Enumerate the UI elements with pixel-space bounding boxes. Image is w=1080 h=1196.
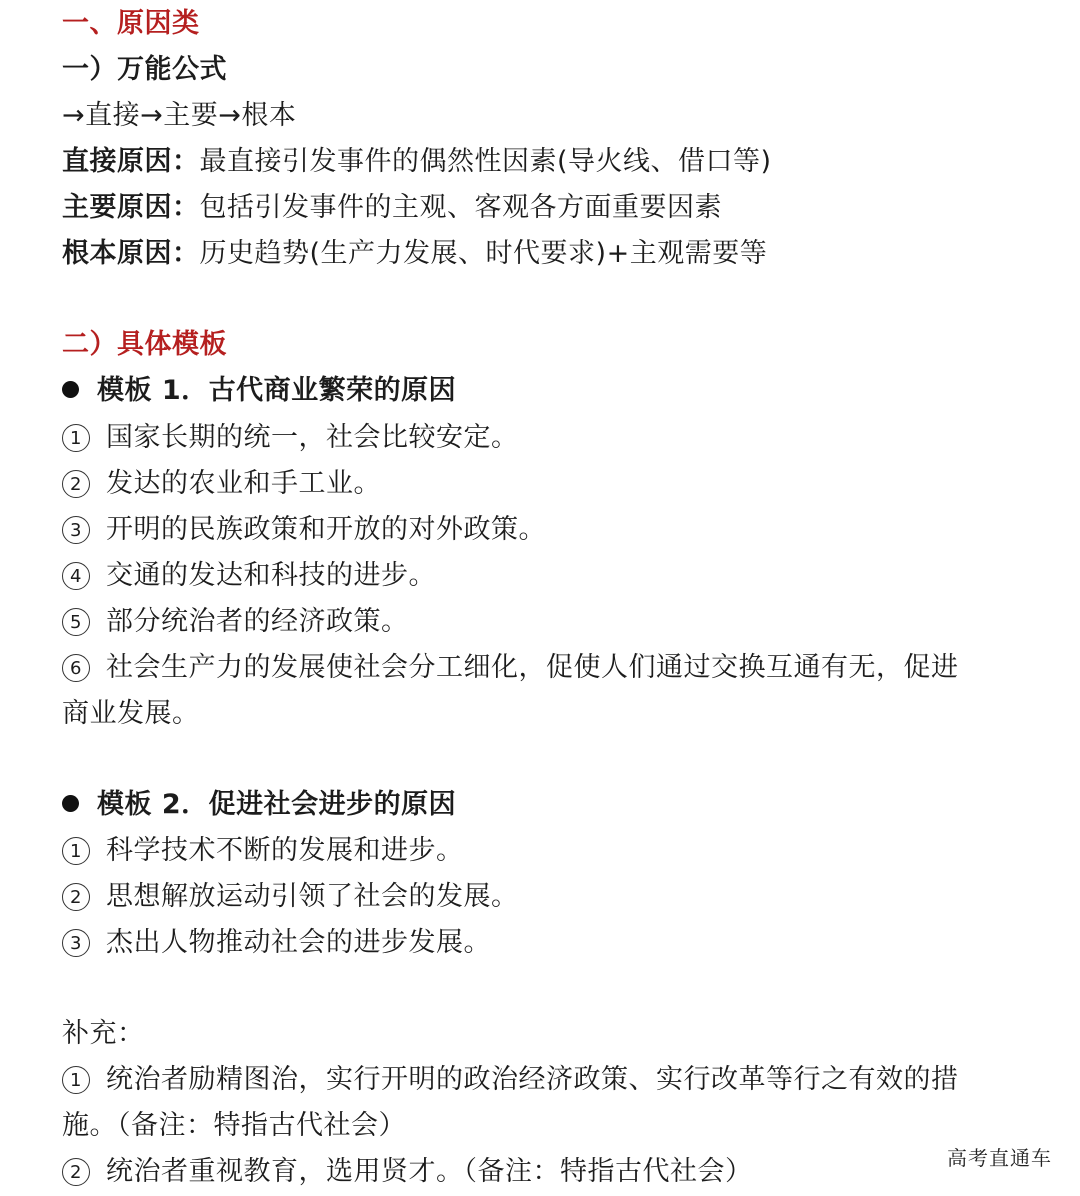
list-item: [62, 1063, 959, 1097]
list-item-text: 统治者励精图治，实行开明的政治经济政策、实行改革等行之有效的措: [106, 1064, 959, 1095]
circled-number-icon: 3: [62, 929, 90, 957]
direct-cause-text: 最直接引发事件的偶然性因素(导火线、借口等): [199, 146, 772, 177]
watermark-text: 高考直通车: [947, 1146, 1052, 1170]
main-cause-text: 包括引发事件的主观、客观各方面重要因素: [199, 192, 722, 223]
list-item-continuation: 施。（备注：特指古代社会）: [62, 1110, 406, 1141]
circled-number-icon: 1: [62, 424, 90, 452]
section-title-causes: 一、原因类: [62, 8, 200, 39]
list-item-text: 部分统治者的经济政策。: [106, 606, 409, 637]
list-item: [62, 651, 959, 685]
circled-number-icon: 3: [62, 516, 90, 544]
list-item: [62, 926, 491, 960]
list-item: [62, 880, 519, 914]
circled-number-icon: 5: [62, 608, 90, 636]
list-item-text: 社会生产力的发展使社会分工细化，促使人们通过交换互通有无，促进: [106, 652, 959, 683]
list-item: [62, 559, 436, 593]
subsection-specific-templates: 二）具体模板: [62, 329, 227, 360]
template-1-heading-text: 模板 1．古代商业繁荣的原因: [97, 375, 457, 406]
list-item-text: 统治者重视教育，选用贤才。（备注：特指古代社会）: [106, 1156, 753, 1187]
direct-cause-label: 直接原因：: [62, 146, 200, 177]
list-item: [62, 834, 464, 868]
subsection-universal-formula: 一）万能公式: [62, 54, 227, 85]
direct-cause-row: [62, 145, 772, 179]
circled-number-icon: 2: [62, 470, 90, 498]
list-item-text: 思想解放运动引领了社会的发展。: [106, 881, 519, 912]
circled-number-icon: 4: [62, 562, 90, 590]
root-cause-label: 根本原因：: [62, 238, 200, 269]
circled-number-icon: 1: [62, 837, 90, 865]
list-item-text: 国家长期的统一，社会比较安定。: [106, 422, 519, 453]
circled-number-icon: 6: [62, 654, 90, 682]
list-item: [62, 467, 381, 501]
circled-number-icon: 1: [62, 1066, 90, 1094]
supplement-heading: 补充：: [62, 1018, 145, 1049]
root-cause-row: [62, 237, 767, 271]
list-item-text: 杰出人物推动社会的进步发展。: [106, 927, 491, 958]
list-item: [62, 605, 409, 639]
bullet-icon: [62, 795, 79, 812]
circled-number-icon: 2: [62, 1158, 90, 1186]
list-item: [62, 421, 519, 455]
template-2-heading: [62, 788, 456, 822]
circled-number-icon: 2: [62, 883, 90, 911]
list-item-text: 交通的发达和科技的进步。: [106, 560, 436, 591]
main-cause-label: 主要原因：: [62, 192, 200, 223]
list-item-text: 发达的农业和手工业。: [106, 468, 381, 499]
main-cause-row: [62, 191, 722, 225]
template-2-heading-text: 模板 2．促进社会进步的原因: [97, 789, 457, 820]
root-cause-text: 历史趋势(生产力发展、时代要求)+主观需要等: [199, 238, 768, 269]
list-item-text: 开明的民族政策和开放的对外政策。: [106, 514, 546, 545]
list-item: [62, 1155, 753, 1189]
bullet-icon: [62, 381, 79, 398]
template-1-heading: [62, 374, 456, 408]
list-item: [62, 513, 546, 547]
formula-chain: →直接→主要→根本: [62, 100, 297, 131]
list-item-continuation: 商业发展。: [62, 698, 200, 729]
list-item-text: 科学技术不断的发展和进步。: [106, 835, 464, 866]
